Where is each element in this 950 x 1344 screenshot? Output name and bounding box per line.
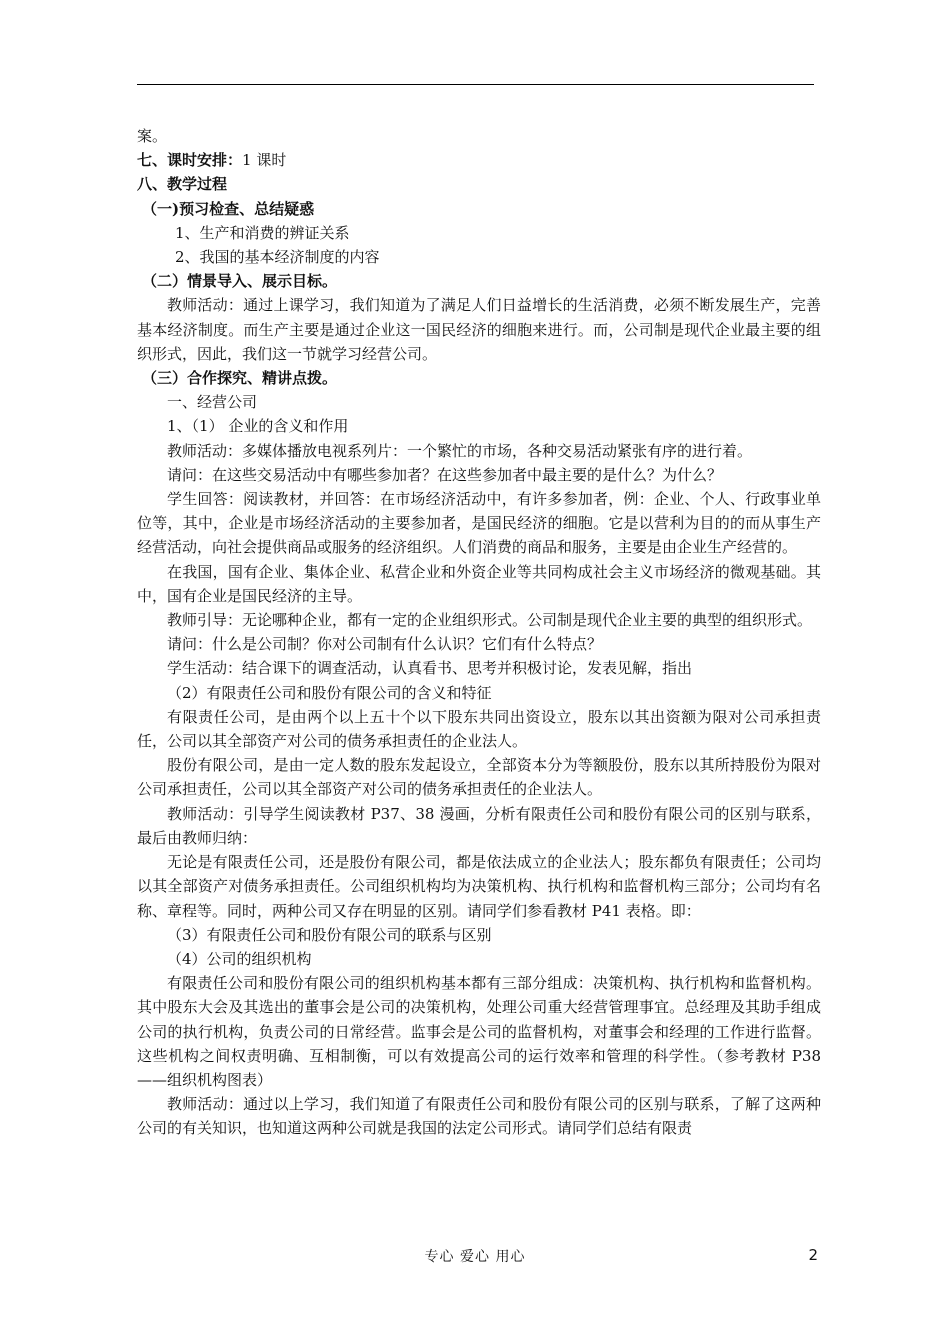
section-heading (137, 148, 821, 172)
text-line: 教师活动：多媒体播放电视系列片：一个繁忙的市场，各种交易活动紧张有序的进行着。 (167, 441, 753, 460)
page-number: 2 (808, 1246, 818, 1264)
document-body (137, 124, 821, 1141)
topic-heading: （4）公司的组织机构 (167, 949, 312, 968)
paragraph: 有限责任公司，是由两个以上五十个以下股东共同出资设立，股东以其出资额为限对公司承担责任，公司以其全部资产对公司的债务承担责任的企业法人。 (137, 707, 821, 751)
section-title: 七、课时安排： (137, 151, 243, 170)
text-line: 案。 (137, 127, 168, 145)
paragraph: 教师活动：通过以上学习，我们知道了有限责任公司和股份有限公司的区别与联系，了解了这两种公司的有关知识，也知道这两种公司就是我国的法定公司形式。请同学们总结有限责 (137, 1095, 821, 1138)
list-item: 1、生产和消费的辨证关系 (175, 223, 350, 242)
topic-heading: （3）有限责任公司和股份有限公司的联系与区别 (167, 925, 492, 944)
section-value: 1 课时 (242, 151, 287, 170)
paragraph: 有限责任公司和股份有限公司的组织机构基本都有三部分组成：决策机构、执行机构和监督机构。其中股东大会及其选出的董事会是公司的决策机构，处理公司重大经营管理事宜。总经理及其助手组成公司的执行机构，负责公司的日常经营。监事会是公司的监督机构，对董事会和经理的工作进行监督。这些机构之间权责明确、互相制衡，可以有效提高公司的运行效率和管理的科学性。（参考教材 P38——组织机构图表） (137, 974, 821, 1089)
list-item: 2、我国的基本经济制度的内容 (175, 248, 380, 267)
paragraph: 在我国，国有企业、集体企业、私营企业和外资企业等共同构成社会主义市场经济的微观基础。其中，国有企业是国民经济的主导。 (137, 562, 821, 605)
topic-heading: 一、经营公司 (167, 393, 258, 412)
text-line: 学生活动：结合课下的调查活动，认真看书、思考并积极讨论，发表见解，指出 (167, 659, 693, 678)
paragraph: 教师活动：引导学生阅读教材 P37、38 漫画，分析有限责任公司和股份有限公司的区别与联系，最后由教师归纳： (137, 804, 821, 847)
paragraph: 教师引导：无论哪种企业，都有一定的企业组织形式。公司制是现代企业主要的典型的组织形式。 (167, 611, 813, 630)
paragraph: 教师活动：通过上课学习，我们知道为了满足人们日益增长的生活消费，必须不断发展生产，完善基本经济制度。而生产主要是通过企业这一国民经济的细胞来进行。而，公司制是现代企业最主要的组织形式，因此，我们这一节就学习经营公司。 (137, 296, 821, 363)
text-line: 请问：在这些交易活动中有哪些参加者？在这些参加者中最主要的是什么？为什么？ (167, 465, 723, 484)
subsection-heading: （一)预习检查、总结疑惑 (142, 199, 315, 218)
text-line: 请问：什么是公司制？你对公司制有什么认识？它们有什么特点？ (167, 635, 603, 654)
paragraph: 无论是有限责任公司，还是股份有限公司，都是依法成立的企业法人；股东都负有限责任；公司均以其全部资产对债务承担责任。公司组织机构均为决策机构、执行机构和监督机构三部分；公司均有名称、章程等。同时，两种公司又存在明显的区别。请同学们参看教材 P41 表格。即： (137, 853, 821, 920)
subsection-heading: （二）情景导入、展示目标。 (142, 272, 338, 291)
section-heading: 八、教学过程 (137, 175, 228, 194)
paragraph: 学生回答：阅读教材，并回答：在市场经济活动中，有许多参加者，例：企业、个人、行政事业单位等，其中，企业是市场经济活动的主要参加者，是国民经济的细胞。它是以营利为目的的而从事生产经营活动，向社会提供商品或服务的经济组织。人们消费的商品和服务，主要是由企业生产经营的。 (137, 490, 821, 557)
footer-motto: 专心 爱心 用心 (424, 1249, 526, 1265)
subsection-heading: （三）合作探究、精讲点拨。 (142, 369, 338, 388)
topic-heading: 1、（1） 企业的含义和作用 (167, 417, 349, 436)
paragraph: 股份有限公司，是由一定人数的股东发起设立，全部资本分为等额股份，股东以其所持股份为限对公司承担责任，公司以其全部资产对公司的债务承担责任的企业法人。 (137, 756, 821, 799)
topic-heading: （2）有限责任公司和股份有限公司的含义和特征 (167, 683, 492, 702)
header-rule (137, 84, 814, 85)
